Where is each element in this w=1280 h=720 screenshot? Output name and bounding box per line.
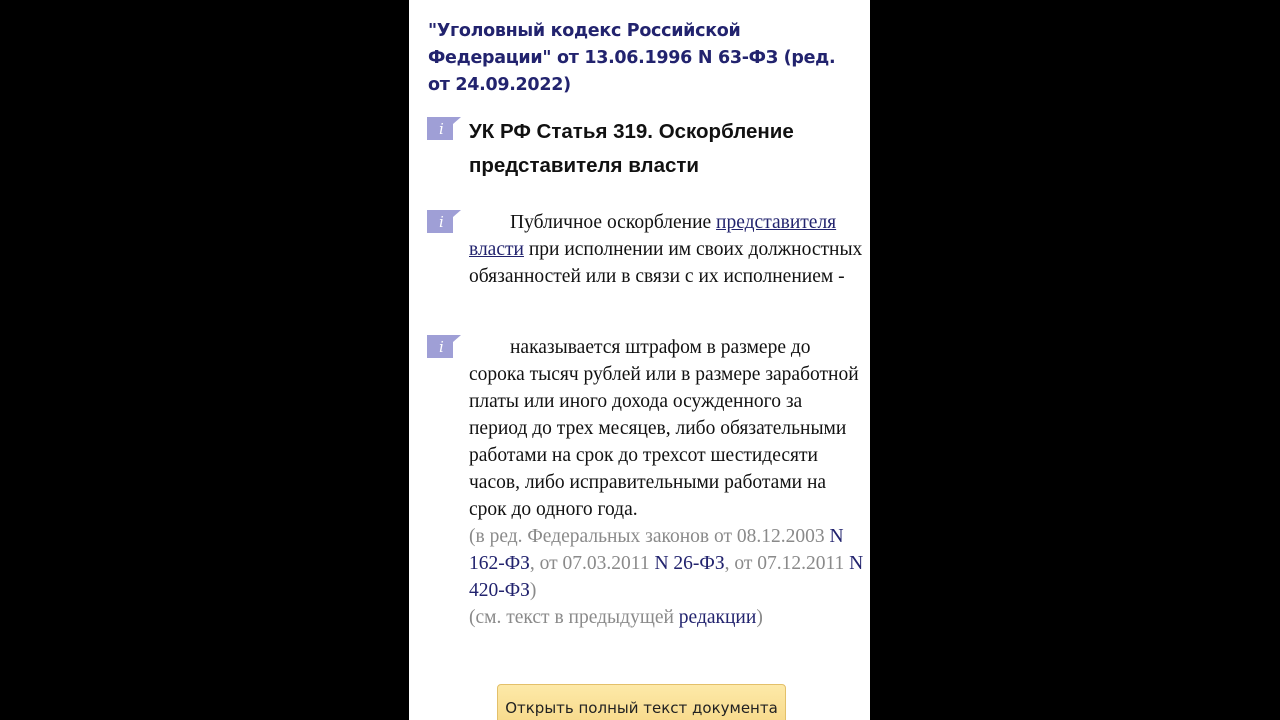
amendment-note: (в ред. Федеральных законов от 08.12.2003 N 162-ФЗ, от 07.03.2011 N 26-ФЗ, от 07.12.2011 N 420-ФЗ) [469, 526, 864, 601]
info-icon[interactable] [427, 335, 461, 358]
info-icon[interactable] [427, 117, 461, 140]
article-title: УК РФ Статья 319. Оскорбление представителя власти [469, 120, 794, 177]
paragraph-text: Публичное оскорбление [510, 212, 717, 233]
previous-edition-note: (см. текст в предыдущей редакции) [469, 607, 763, 628]
law-link-26[interactable]: N 26-ФЗ [654, 553, 725, 574]
info-icon-glyph: i [439, 120, 444, 138]
open-full-text-button[interactable]: Открыть полный текст документа [497, 684, 786, 720]
info-icon[interactable] [427, 210, 461, 233]
info-icon-glyph: i [439, 213, 444, 231]
article-paragraph-2 [469, 334, 864, 631]
previous-edition-link[interactable]: редакции [678, 607, 757, 628]
article-paragraph-1 [469, 209, 864, 290]
document-title-link[interactable]: "Уголовный кодекс Российской Федерации" от 13.06.1996 N 63-ФЗ (ред. от 24.09.2022) [428, 21, 836, 95]
penalty-text: наказывается штрафом в размере до сорока тысяч рублей или в размере заработной платы или иного дохода осужденного за период до трех месяцев, либо обязательными работами на срок до трехсот шестидесяти часов, либо исправительными работами на срок до одного года. [469, 337, 859, 520]
law-link-162[interactable]: N 162-ФЗ [469, 526, 844, 574]
info-icon-glyph: i [439, 338, 444, 356]
document-page [409, 0, 870, 720]
paragraph-text: при исполнении им своих должностных обязанностей или в связи с их исполнением - [469, 239, 863, 287]
law-link-420[interactable]: N 420-ФЗ [469, 553, 864, 601]
representative-of-authority-link[interactable]: представителя власти [469, 212, 837, 260]
